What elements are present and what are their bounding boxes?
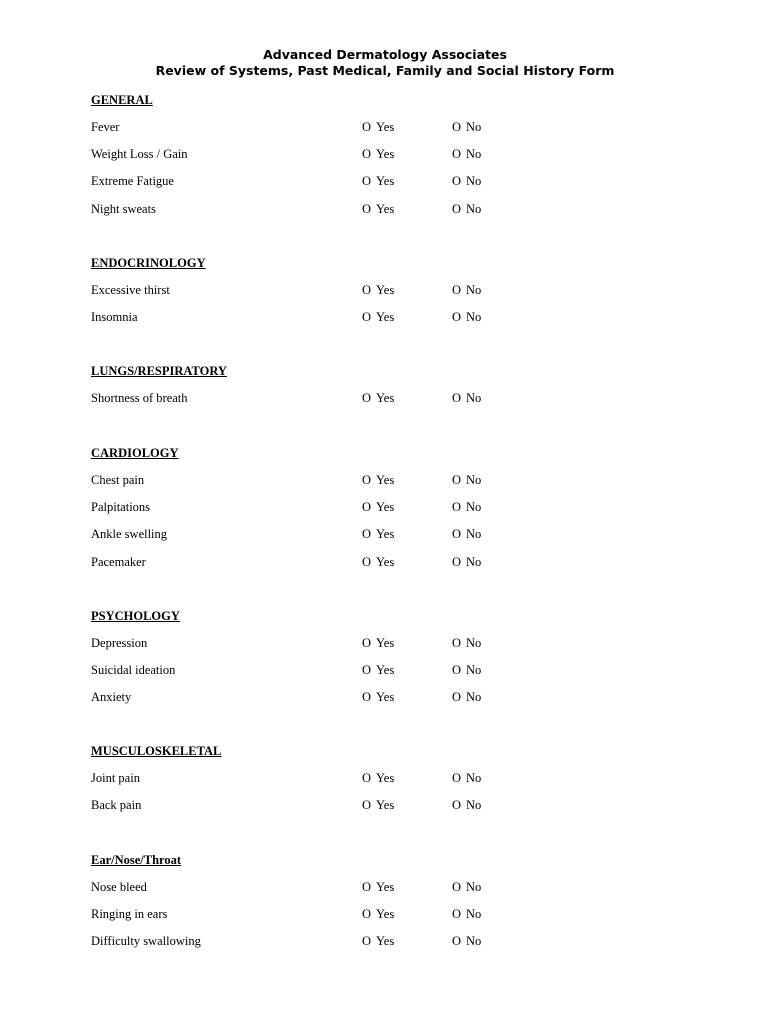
yes-option-label: Yes bbox=[376, 473, 395, 487]
yes-option-label: Yes bbox=[376, 120, 395, 134]
yes-option[interactable] bbox=[362, 879, 394, 895]
yes-option[interactable] bbox=[362, 662, 394, 678]
question-row-depression bbox=[91, 635, 691, 662]
yes-option-label: Yes bbox=[376, 663, 395, 678]
section-psychology bbox=[91, 608, 691, 717]
yes-option[interactable] bbox=[362, 173, 394, 189]
yes-option[interactable] bbox=[362, 472, 394, 488]
question-row-fever bbox=[91, 119, 691, 146]
radio-circle-icon[interactable]: O bbox=[362, 147, 372, 162]
radio-circle-icon[interactable]: O bbox=[362, 201, 372, 216]
yes-option-label: Yes bbox=[376, 500, 395, 515]
radio-circle-icon[interactable]: O bbox=[452, 527, 462, 542]
yes-option[interactable] bbox=[362, 933, 394, 949]
no-option-label: No bbox=[466, 907, 482, 922]
no-option-label: No bbox=[466, 527, 482, 542]
radio-circle-icon[interactable]: O bbox=[452, 690, 462, 705]
no-option-label: No bbox=[466, 391, 482, 405]
no-option-label: No bbox=[466, 473, 482, 487]
yes-option[interactable] bbox=[362, 689, 394, 705]
question-label: Weight Loss / Gain bbox=[91, 147, 188, 162]
radio-circle-icon[interactable]: O bbox=[452, 934, 462, 949]
section-musculoskeletal bbox=[91, 743, 691, 824]
no-option-label: No bbox=[466, 174, 482, 189]
section-general bbox=[91, 92, 691, 228]
no-option-label: No bbox=[466, 663, 482, 678]
section-heading: ENDOCRINOLOGY bbox=[91, 256, 206, 270]
radio-circle-icon[interactable]: O bbox=[452, 798, 462, 813]
yes-option-label: Yes bbox=[376, 174, 395, 189]
question-label: Nose bleed bbox=[91, 880, 147, 894]
yes-option[interactable] bbox=[362, 201, 394, 217]
no-option-label: No bbox=[466, 147, 482, 162]
radio-circle-icon[interactable]: O bbox=[452, 283, 462, 297]
no-option-label: No bbox=[466, 880, 482, 894]
question-row-palpitations bbox=[91, 499, 691, 526]
no-option[interactable] bbox=[452, 770, 481, 786]
radio-circle-icon[interactable]: O bbox=[452, 201, 462, 216]
question-label: Chest pain bbox=[91, 473, 145, 487]
yes-option[interactable] bbox=[362, 146, 394, 162]
yes-option[interactable] bbox=[362, 554, 394, 570]
no-option[interactable] bbox=[452, 309, 481, 325]
radio-circle-icon[interactable]: O bbox=[452, 554, 462, 569]
section-heading: PSYCHOLOGY bbox=[91, 609, 180, 623]
yes-option-label: Yes bbox=[376, 771, 395, 785]
radio-circle-icon[interactable]: O bbox=[362, 880, 372, 894]
question-label: Suicidal ideation bbox=[91, 663, 176, 678]
radio-circle-icon[interactable]: O bbox=[362, 690, 372, 705]
question-label: Shortness of breath bbox=[91, 391, 188, 405]
no-option[interactable] bbox=[452, 554, 481, 570]
yes-option-label: Yes bbox=[376, 310, 395, 325]
question-label: Palpitations bbox=[91, 500, 151, 515]
radio-circle-icon[interactable]: O bbox=[452, 663, 462, 678]
no-option[interactable] bbox=[452, 499, 481, 515]
radio-circle-icon[interactable]: O bbox=[452, 771, 462, 785]
no-option-label: No bbox=[466, 771, 482, 785]
question-row-anxiety bbox=[91, 689, 691, 716]
yes-option-label: Yes bbox=[376, 283, 395, 297]
form-title: Review of Systems, Past Medical, Family and Social History Form bbox=[155, 63, 615, 78]
no-option[interactable] bbox=[452, 282, 481, 298]
radio-circle-icon[interactable]: O bbox=[452, 120, 462, 134]
radio-circle-icon[interactable]: O bbox=[362, 391, 372, 405]
question-label: Excessive thirst bbox=[91, 283, 170, 297]
form-title-practice: Advanced Dermatology Associates bbox=[263, 47, 507, 62]
radio-circle-icon[interactable]: O bbox=[452, 500, 462, 515]
no-option-label: No bbox=[466, 554, 482, 569]
no-option-label: No bbox=[466, 500, 482, 515]
question-row-pacemaker bbox=[91, 554, 691, 581]
section-ear-nose-throat bbox=[91, 852, 691, 961]
radio-circle-icon[interactable]: O bbox=[452, 147, 462, 162]
yes-option[interactable] bbox=[362, 119, 394, 135]
question-label: Pacemaker bbox=[91, 554, 146, 569]
question-row-joint-pain bbox=[91, 770, 691, 797]
radio-circle-icon[interactable]: O bbox=[452, 880, 462, 894]
no-option[interactable] bbox=[452, 526, 481, 542]
yes-option[interactable] bbox=[362, 635, 394, 651]
no-option[interactable] bbox=[452, 119, 481, 135]
question-row-difficulty-swallowing bbox=[91, 933, 691, 960]
no-option[interactable] bbox=[452, 933, 481, 949]
question-label: Ringing in ears bbox=[91, 907, 168, 922]
yes-option-label: Yes bbox=[376, 690, 395, 705]
radio-circle-icon[interactable]: O bbox=[362, 771, 372, 785]
section-heading: Ear/Nose/Throat bbox=[91, 853, 182, 867]
no-option-label: No bbox=[466, 310, 482, 325]
question-row-ankle-swelling bbox=[91, 526, 691, 553]
no-option-label: No bbox=[466, 690, 482, 705]
section-heading: CARDIOLOGY bbox=[91, 446, 179, 460]
section-endocrinology bbox=[91, 255, 691, 336]
no-option-label: No bbox=[466, 934, 482, 949]
no-option[interactable] bbox=[452, 689, 481, 705]
no-option[interactable] bbox=[452, 146, 481, 162]
radio-circle-icon[interactable]: O bbox=[452, 391, 462, 405]
yes-option[interactable] bbox=[362, 499, 394, 515]
no-option[interactable] bbox=[452, 201, 481, 217]
yes-option[interactable] bbox=[362, 906, 394, 922]
no-option-label: No bbox=[466, 636, 482, 650]
question-label: Insomnia bbox=[91, 310, 138, 325]
radio-circle-icon[interactable]: O bbox=[362, 798, 372, 813]
yes-option-label: Yes bbox=[376, 636, 395, 650]
question-row-weight-loss-gain bbox=[91, 146, 691, 173]
yes-option[interactable] bbox=[362, 309, 394, 325]
no-option[interactable] bbox=[452, 879, 481, 895]
question-label: Joint pain bbox=[91, 771, 140, 785]
yes-option-label: Yes bbox=[376, 798, 395, 813]
no-option-label: No bbox=[466, 120, 482, 134]
radio-circle-icon[interactable]: O bbox=[362, 283, 372, 297]
yes-option-label: Yes bbox=[376, 554, 395, 569]
yes-option-label: Yes bbox=[376, 201, 395, 216]
question-row-night-sweats bbox=[91, 201, 691, 228]
radio-circle-icon[interactable]: O bbox=[362, 473, 372, 487]
question-row-excessive-thirst bbox=[91, 282, 691, 309]
no-option-label: No bbox=[466, 283, 482, 297]
radio-circle-icon[interactable]: O bbox=[362, 554, 372, 569]
yes-option-label: Yes bbox=[376, 934, 395, 949]
radio-circle-icon[interactable]: O bbox=[452, 473, 462, 487]
question-label: Extreme Fatigue bbox=[91, 174, 174, 189]
section-heading: MUSCULOSKELETAL bbox=[91, 744, 222, 758]
yes-option[interactable] bbox=[362, 797, 394, 813]
radio-circle-icon[interactable]: O bbox=[362, 636, 372, 650]
no-option[interactable] bbox=[452, 635, 481, 651]
question-label: Fever bbox=[91, 120, 120, 134]
radio-circle-icon[interactable]: O bbox=[452, 907, 462, 922]
no-option[interactable] bbox=[452, 906, 481, 922]
question-label: Ankle swelling bbox=[91, 527, 168, 542]
radio-circle-icon[interactable]: O bbox=[362, 527, 372, 542]
radio-circle-icon[interactable]: O bbox=[362, 120, 372, 134]
radio-circle-icon[interactable]: O bbox=[452, 310, 462, 325]
no-option-label: No bbox=[466, 798, 482, 813]
radio-circle-icon[interactable]: O bbox=[362, 907, 372, 922]
question-label: Back pain bbox=[91, 798, 142, 813]
question-label: Anxiety bbox=[91, 690, 132, 705]
yes-option[interactable] bbox=[362, 526, 394, 542]
no-option[interactable] bbox=[452, 173, 481, 189]
question-label: Depression bbox=[91, 636, 148, 650]
radio-circle-icon[interactable]: O bbox=[362, 934, 372, 949]
section-lungs-respiratory bbox=[91, 363, 691, 417]
question-row-ringing-in-ears bbox=[91, 906, 691, 933]
no-option[interactable] bbox=[452, 472, 481, 488]
radio-circle-icon[interactable]: O bbox=[362, 310, 372, 325]
question-label: Night sweats bbox=[91, 201, 156, 216]
question-row-chest-pain bbox=[91, 472, 691, 499]
question-row-suicidal-ideation bbox=[91, 662, 691, 689]
yes-option-label: Yes bbox=[376, 880, 395, 894]
radio-circle-icon[interactable]: O bbox=[362, 663, 372, 678]
section-heading: GENERAL bbox=[91, 93, 153, 107]
radio-circle-icon[interactable]: O bbox=[452, 636, 462, 650]
question-row-nose-bleed bbox=[91, 879, 691, 906]
section-heading: LUNGS/RESPIRATORY bbox=[91, 364, 227, 378]
section-cardiology bbox=[91, 445, 691, 581]
yes-option[interactable] bbox=[362, 390, 394, 406]
question-label: Difficulty swallowing bbox=[91, 934, 201, 949]
yes-option-label: Yes bbox=[376, 527, 395, 542]
no-option[interactable] bbox=[452, 390, 481, 406]
yes-option[interactable] bbox=[362, 770, 394, 786]
no-option[interactable] bbox=[452, 797, 481, 813]
yes-option-label: Yes bbox=[376, 391, 395, 405]
no-option-label: No bbox=[466, 201, 482, 216]
no-option[interactable] bbox=[452, 662, 481, 678]
question-row-shortness-of-breath bbox=[91, 390, 691, 417]
question-row-insomnia bbox=[91, 309, 691, 336]
radio-circle-icon[interactable]: O bbox=[362, 174, 372, 189]
radio-circle-icon[interactable]: O bbox=[362, 500, 372, 515]
radio-circle-icon[interactable]: O bbox=[452, 174, 462, 189]
question-row-back-pain bbox=[91, 797, 691, 824]
yes-option-label: Yes bbox=[376, 147, 395, 162]
yes-option[interactable] bbox=[362, 282, 394, 298]
question-row-extreme-fatigue bbox=[91, 173, 691, 200]
yes-option-label: Yes bbox=[376, 907, 395, 922]
